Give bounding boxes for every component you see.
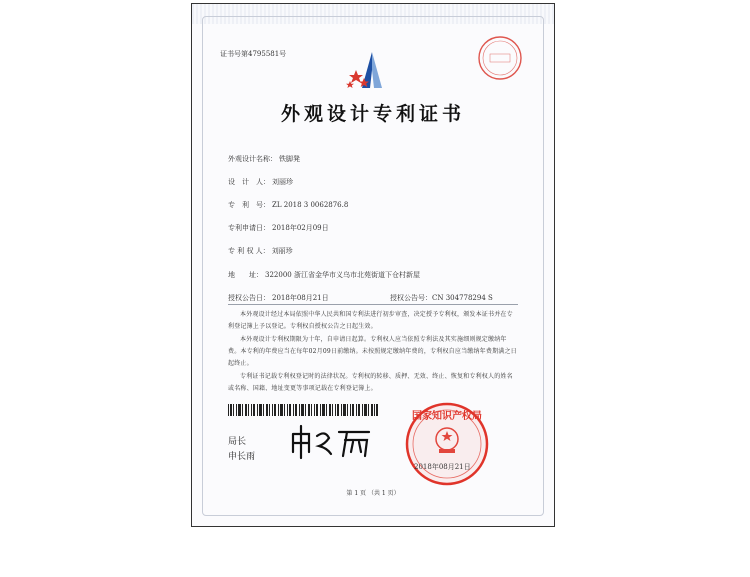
- field-label: 外观设计名称：: [228, 155, 277, 163]
- body-paragraph: 本外观设计专利权期限为十年，自申请日起算。专利权人应当依照专利法及其实施细则规定缴纳年费。本专利的年费应当在每年02月09日前缴纳。未按照规定缴纳年费的，专利权自应当缴纳年费期满之日起终止。: [228, 336, 517, 367]
- signature-icon: [287, 422, 377, 462]
- barcode-icon: [228, 404, 378, 416]
- seal-text: 国家知识产权局: [412, 411, 482, 422]
- certificate-number: 证书号第4795581号: [220, 50, 287, 58]
- page-footer: 第 1 页 （共 1 页）: [346, 490, 400, 497]
- field-patent-no: [228, 200, 348, 210]
- field-label: 专利申请日：: [228, 224, 270, 232]
- field-grant-no: [390, 293, 493, 303]
- field-label: 专 利 权 人：: [228, 247, 270, 255]
- field-value: 2018年02月09日: [272, 224, 329, 232]
- field-value: CN 304778294 S: [432, 294, 493, 302]
- field-label: 设 计 人：: [228, 178, 270, 186]
- body-paragraph: 专利证书记载专利权登记时的法律状况。专利权的转移、质押、无效、终止、恢复和专利权人的姓名或名称、国籍、地址变更等事项记载在专利登记簿上。: [228, 373, 513, 392]
- official-seal-icon: [402, 399, 492, 489]
- seal-date: 2018年08月21日: [414, 463, 471, 471]
- cnipa-logo-icon: [342, 48, 402, 96]
- certificate-body: [228, 309, 518, 396]
- field-value: 刘丽珍: [272, 178, 293, 186]
- certificate-sheet: [191, 3, 555, 527]
- field-label: 授权公告号：: [390, 294, 432, 302]
- field-patentee: [228, 246, 293, 256]
- field-grant-date: [228, 293, 329, 303]
- field-design-name: [228, 154, 300, 164]
- body-paragraph: 本外观设计经过本局依照中华人民共和国专利法进行初步审查，决定授予专利权，颁发本证书并在专利登记簿上予以登记。专利权自授权公告之日起生效。: [228, 311, 513, 330]
- page-title: 外观设计专利证书: [280, 103, 465, 125]
- divider: [228, 304, 518, 305]
- field-value: ZL 2018 3 0062876.8: [272, 201, 349, 209]
- field-label: 授权公告日：: [228, 294, 270, 302]
- field-designer: [228, 177, 293, 187]
- corner-stamp: [474, 34, 526, 82]
- field-label: 地 址：: [228, 271, 263, 279]
- field-value: 铁脚凳: [279, 155, 300, 163]
- field-value: 刘丽珍: [271, 247, 293, 255]
- field-address: [228, 270, 420, 280]
- field-value: 322000 浙江省金华市义乌市北苑街道下仓村新屋: [265, 271, 420, 279]
- field-filing-date: [228, 223, 329, 233]
- director-name: 申长雨: [228, 452, 256, 462]
- field-label: 专 利 号：: [228, 201, 270, 209]
- director-title: 局长: [228, 437, 247, 447]
- field-value: 2018年08月21日: [272, 294, 329, 302]
